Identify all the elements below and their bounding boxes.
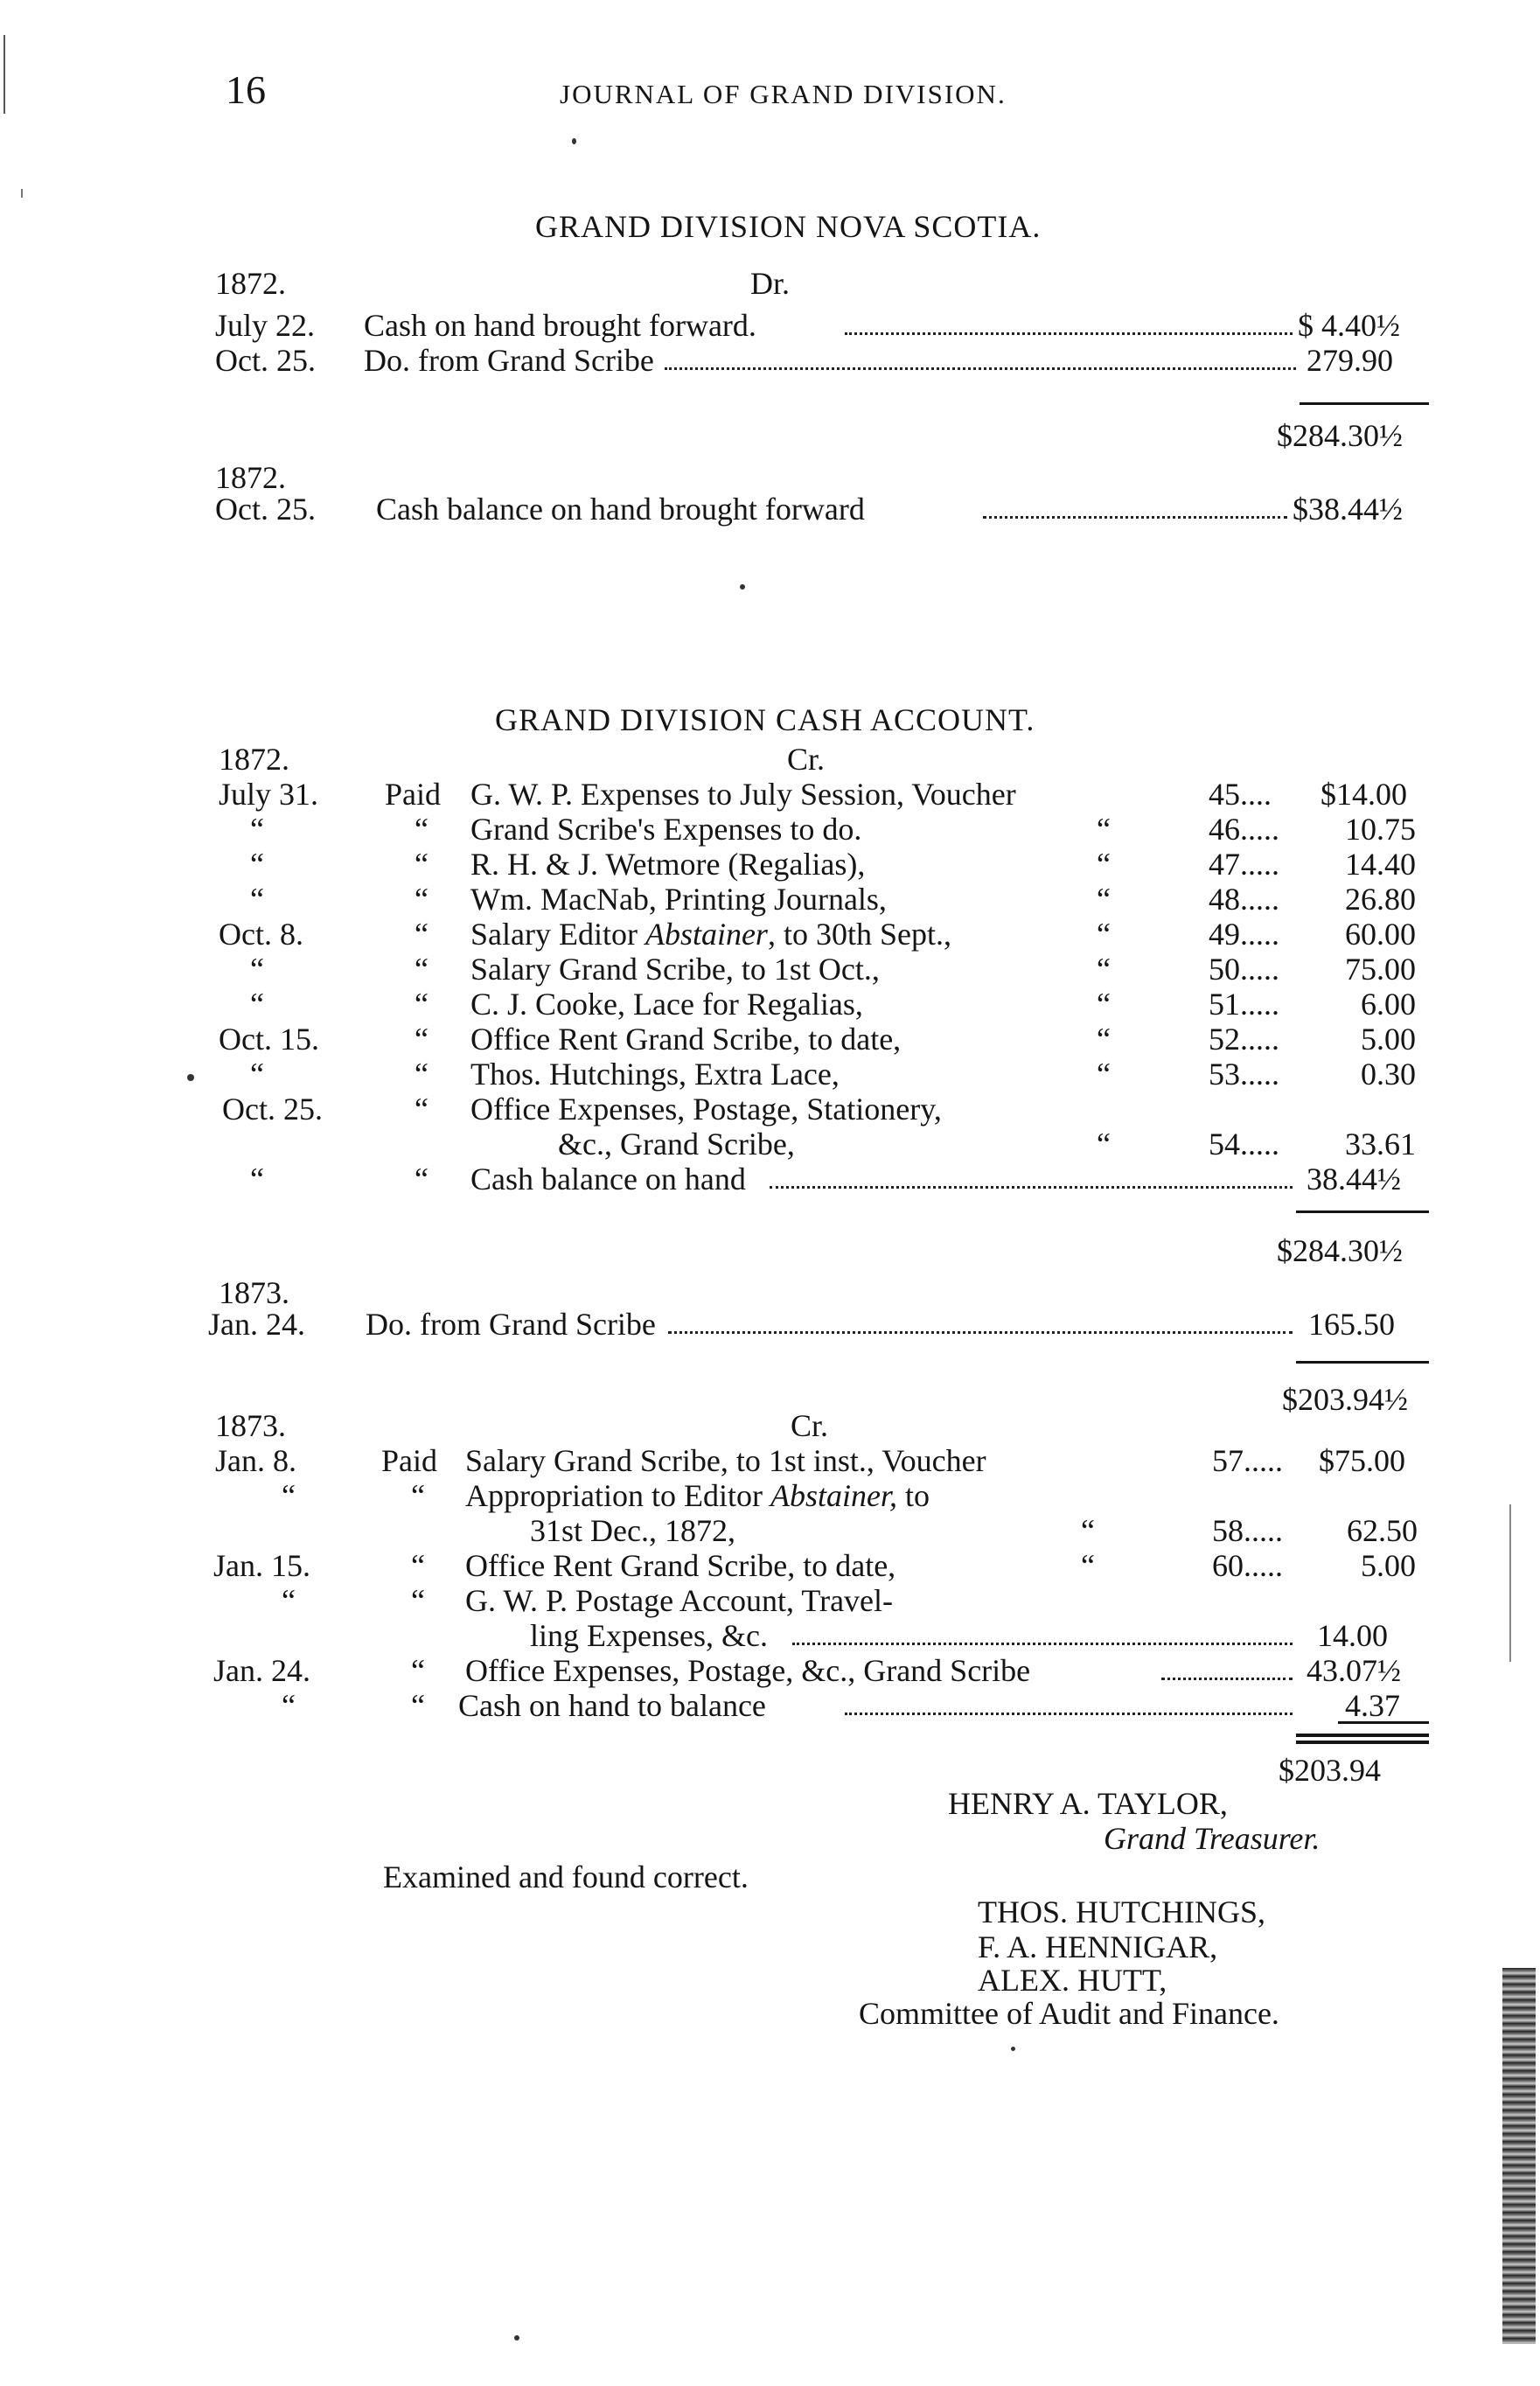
auditor-name: ALEX. HUTT, [978, 1963, 1167, 1998]
committee-title: Committee of Audit and Finance. [859, 1996, 1279, 2031]
ditto-mark: “ [1097, 882, 1111, 917]
entry-description: Office Expenses, Postage, Stationery, [470, 1092, 942, 1127]
desc-italic: Abstainer [645, 917, 768, 952]
entry-description [470, 917, 951, 952]
page-number: 16 [226, 67, 266, 112]
ink-speck [514, 2335, 519, 2341]
entry-description-cont: 31st Dec., 1872, [530, 1513, 735, 1548]
entry-date: Oct. 15. [219, 1022, 319, 1057]
entry-description: Thos. Hutchings, Extra Lace, [470, 1057, 840, 1092]
dot-leader [845, 1713, 1293, 1715]
scan-edge-mark [3, 35, 5, 114]
entry-amount: $75.00 [1319, 1443, 1405, 1478]
sum-rule [1296, 1361, 1429, 1364]
entry-amount: 26.80 [1345, 882, 1416, 917]
cr-heading: Cr. [787, 742, 826, 777]
entry-description: Office Expenses, Postage, &c., Grand Scribe [465, 1653, 1031, 1688]
entry-amount: 43.07½ [1307, 1653, 1401, 1688]
ditto-mark: “ [1081, 1513, 1095, 1548]
auditor-name: THOS. HUTCHINGS, [978, 1894, 1266, 1929]
entry-amount: 60.00 [1345, 917, 1416, 952]
entry-description: Salary Grand Scribe, to 1st inst., Voucher [465, 1443, 986, 1478]
ink-speck [187, 1074, 194, 1081]
section-total: $203.94 [1279, 1753, 1381, 1788]
ditto-mark: “ [250, 952, 264, 987]
dot-leader [770, 1186, 1293, 1189]
entry-description: Grand Scribe's Expenses to do. [470, 812, 862, 847]
dr-heading: Dr. [750, 266, 790, 301]
scan-edge-noise [1502, 1968, 1536, 2344]
ditto-mark: “ [250, 882, 264, 917]
cr-heading: Cr. [791, 1408, 829, 1443]
desc-italic: Abstainer, [770, 1478, 897, 1513]
ditto-mark: “ [415, 987, 429, 1022]
voucher-number: 47..... [1209, 847, 1279, 882]
entry-date: Oct. 25. [222, 1092, 323, 1127]
ditto-mark: “ [250, 847, 264, 882]
ditto-mark: “ [250, 987, 264, 1022]
ditto-mark: “ [415, 1162, 429, 1196]
dot-leader [1161, 1678, 1293, 1680]
entry-description: Cash balance on hand brought forward [376, 492, 865, 527]
entry-description: C. J. Cooke, Lace for Regalias, [470, 987, 863, 1022]
section-total: $203.94½ [1282, 1382, 1408, 1417]
entry-description [465, 1478, 930, 1513]
ditto-mark: “ [411, 1583, 425, 1618]
entry-date: July 31. [219, 777, 319, 812]
entry-amount: 38.44½ [1307, 1162, 1401, 1196]
entry-description: Office Rent Grand Scribe, to date, [465, 1548, 896, 1583]
ditto-mark: “ [415, 952, 429, 987]
entry-amount: $14.00 [1320, 777, 1407, 812]
ditto-mark: “ [250, 812, 264, 847]
year-label: 1872. [219, 742, 289, 777]
desc-part: , to 30th Sept., [767, 917, 951, 952]
dot-leader [668, 1331, 1293, 1334]
voucher-number: 54..... [1209, 1127, 1279, 1162]
entry-date: July 22. [215, 308, 316, 343]
entry-amount: 75.00 [1345, 952, 1416, 987]
entry-amount: 10.75 [1345, 812, 1416, 847]
entry-date: Jan. 8. [215, 1443, 296, 1478]
ditto-mark: “ [411, 1548, 425, 1583]
entry-amount: 279.90 [1307, 343, 1393, 378]
voucher-number: 50..... [1209, 952, 1279, 987]
voucher-number: 48..... [1209, 882, 1279, 917]
voucher-number: 60..... [1212, 1548, 1283, 1583]
entry-description-cont: &c., Grand Scribe, [558, 1127, 795, 1162]
ditto-mark: “ [1097, 1022, 1111, 1057]
voucher-number: 53..... [1209, 1057, 1279, 1092]
treasurer-name: HENRY A. TAYLOR, [948, 1786, 1228, 1821]
entry-amount: 14.00 [1317, 1618, 1388, 1653]
voucher-number: 52..... [1209, 1022, 1279, 1057]
ink-speck [740, 584, 745, 590]
ink-speck [572, 138, 576, 144]
year-label: 1872. [215, 266, 286, 301]
section-total: $284.30½ [1277, 1233, 1403, 1268]
entry-description: Cash on hand brought forward. [364, 308, 756, 343]
ditto-mark: “ [282, 1688, 296, 1723]
dot-leader [845, 332, 1293, 335]
ditto-mark: “ [250, 1057, 264, 1092]
entry-mark: Paid [385, 777, 442, 812]
voucher-number: 46..... [1209, 812, 1279, 847]
entry-description-cont: ling Expenses, &c. [530, 1618, 768, 1653]
entry-date: Jan. 15. [213, 1548, 310, 1583]
ditto-mark: “ [1097, 1057, 1111, 1092]
entry-description: Do. from Grand Scribe [364, 343, 654, 378]
entry-amount: 14.40 [1345, 847, 1416, 882]
ditto-mark: “ [282, 1583, 296, 1618]
desc-part: Appropriation to Editor [465, 1478, 770, 1513]
dot-leader [792, 1643, 1293, 1645]
ditto-mark: “ [415, 882, 429, 917]
running-header: JOURNAL OF GRAND DIVISION. [560, 79, 1007, 109]
section-title-nova-scotia: GRAND DIVISION NOVA SCOTIA. [535, 209, 1042, 244]
double-rule-bottom [1296, 1741, 1429, 1744]
double-rule-top [1296, 1734, 1429, 1737]
dot-leader [983, 516, 1287, 519]
desc-part: Salary Editor [470, 917, 645, 952]
underline-rule [1338, 1721, 1429, 1724]
entry-description: G. W. P. Expenses to July Session, Voucher [470, 777, 1016, 812]
year-label: 1872. [215, 460, 286, 495]
entry-description: Cash balance on hand [470, 1162, 746, 1196]
ditto-mark: “ [411, 1478, 425, 1513]
entry-description: G. W. P. Postage Account, Travel- [465, 1583, 894, 1618]
ditto-mark: “ [415, 1057, 429, 1092]
entry-date: Oct. 25. [215, 492, 316, 527]
ditto-mark: “ [415, 917, 429, 952]
ditto-mark: “ [1097, 1127, 1111, 1162]
ditto-mark: “ [282, 1478, 296, 1513]
entry-amount: 6.00 [1361, 987, 1416, 1022]
sum-rule [1300, 402, 1429, 405]
ditto-mark: “ [1097, 987, 1111, 1022]
entry-amount: 0.30 [1361, 1057, 1416, 1092]
ditto-mark: “ [411, 1653, 425, 1688]
dot-leader [665, 367, 1296, 370]
entry-amount: 33.61 [1345, 1127, 1416, 1162]
ditto-mark: “ [1097, 917, 1111, 952]
voucher-number: 58..... [1212, 1513, 1283, 1548]
year-label: 1873. [219, 1275, 289, 1310]
ditto-mark: “ [1097, 812, 1111, 847]
scan-edge-mark [21, 189, 23, 198]
examined-note: Examined and found correct. [383, 1859, 749, 1894]
section-title-cash-account: GRAND DIVISION CASH ACCOUNT. [495, 702, 1035, 737]
year-label: 1873. [215, 1408, 286, 1443]
ink-speck [1011, 2047, 1015, 2051]
entry-description: Salary Grand Scribe, to 1st Oct., [470, 952, 880, 987]
ditto-mark: “ [1097, 952, 1111, 987]
entry-amount: 5.00 [1361, 1548, 1416, 1583]
treasurer-title: Grand Treasurer. [1104, 1821, 1320, 1856]
scan-edge-mark [1509, 1504, 1511, 1662]
voucher-number: 57..... [1212, 1443, 1283, 1478]
entry-date: Jan. 24. [208, 1307, 305, 1342]
entry-date: Oct. 25. [215, 343, 316, 378]
ditto-mark: “ [250, 1162, 264, 1196]
entry-mark: Paid [381, 1443, 438, 1478]
entry-date: Oct. 8. [219, 917, 303, 952]
entry-amount: 5.00 [1361, 1022, 1416, 1057]
ditto-mark: “ [415, 1022, 429, 1057]
entry-description: Do. from Grand Scribe [366, 1307, 656, 1342]
ditto-mark: “ [415, 847, 429, 882]
section-total: $284.30½ [1277, 418, 1403, 453]
ditto-mark: “ [1097, 847, 1111, 882]
voucher-number: 51..... [1209, 987, 1279, 1022]
ditto-mark: “ [1081, 1548, 1095, 1583]
entry-description: R. H. & J. Wetmore (Regalias), [470, 847, 866, 882]
entry-description: Office Rent Grand Scribe, to date, [470, 1022, 902, 1057]
ditto-mark: “ [411, 1688, 425, 1723]
entry-date: Jan. 24. [213, 1653, 310, 1688]
ditto-mark: “ [415, 1092, 429, 1127]
entry-amount: $38.44½ [1293, 492, 1403, 527]
entry-amount: 62.50 [1347, 1513, 1418, 1548]
entry-amount: 4.37 [1345, 1688, 1400, 1723]
auditor-name: F. A. HENNIGAR, [978, 1929, 1218, 1964]
entry-amount: $ 4.40½ [1298, 308, 1400, 343]
voucher-number: 49..... [1209, 917, 1279, 952]
desc-part: to [896, 1478, 930, 1513]
sum-rule [1296, 1210, 1429, 1213]
entry-description: Wm. MacNab, Printing Journals, [470, 882, 887, 917]
entry-amount: 165.50 [1308, 1307, 1395, 1342]
entry-description: Cash on hand to balance [458, 1688, 766, 1723]
ditto-mark: “ [415, 812, 429, 847]
voucher-number: 45.... [1209, 777, 1272, 812]
